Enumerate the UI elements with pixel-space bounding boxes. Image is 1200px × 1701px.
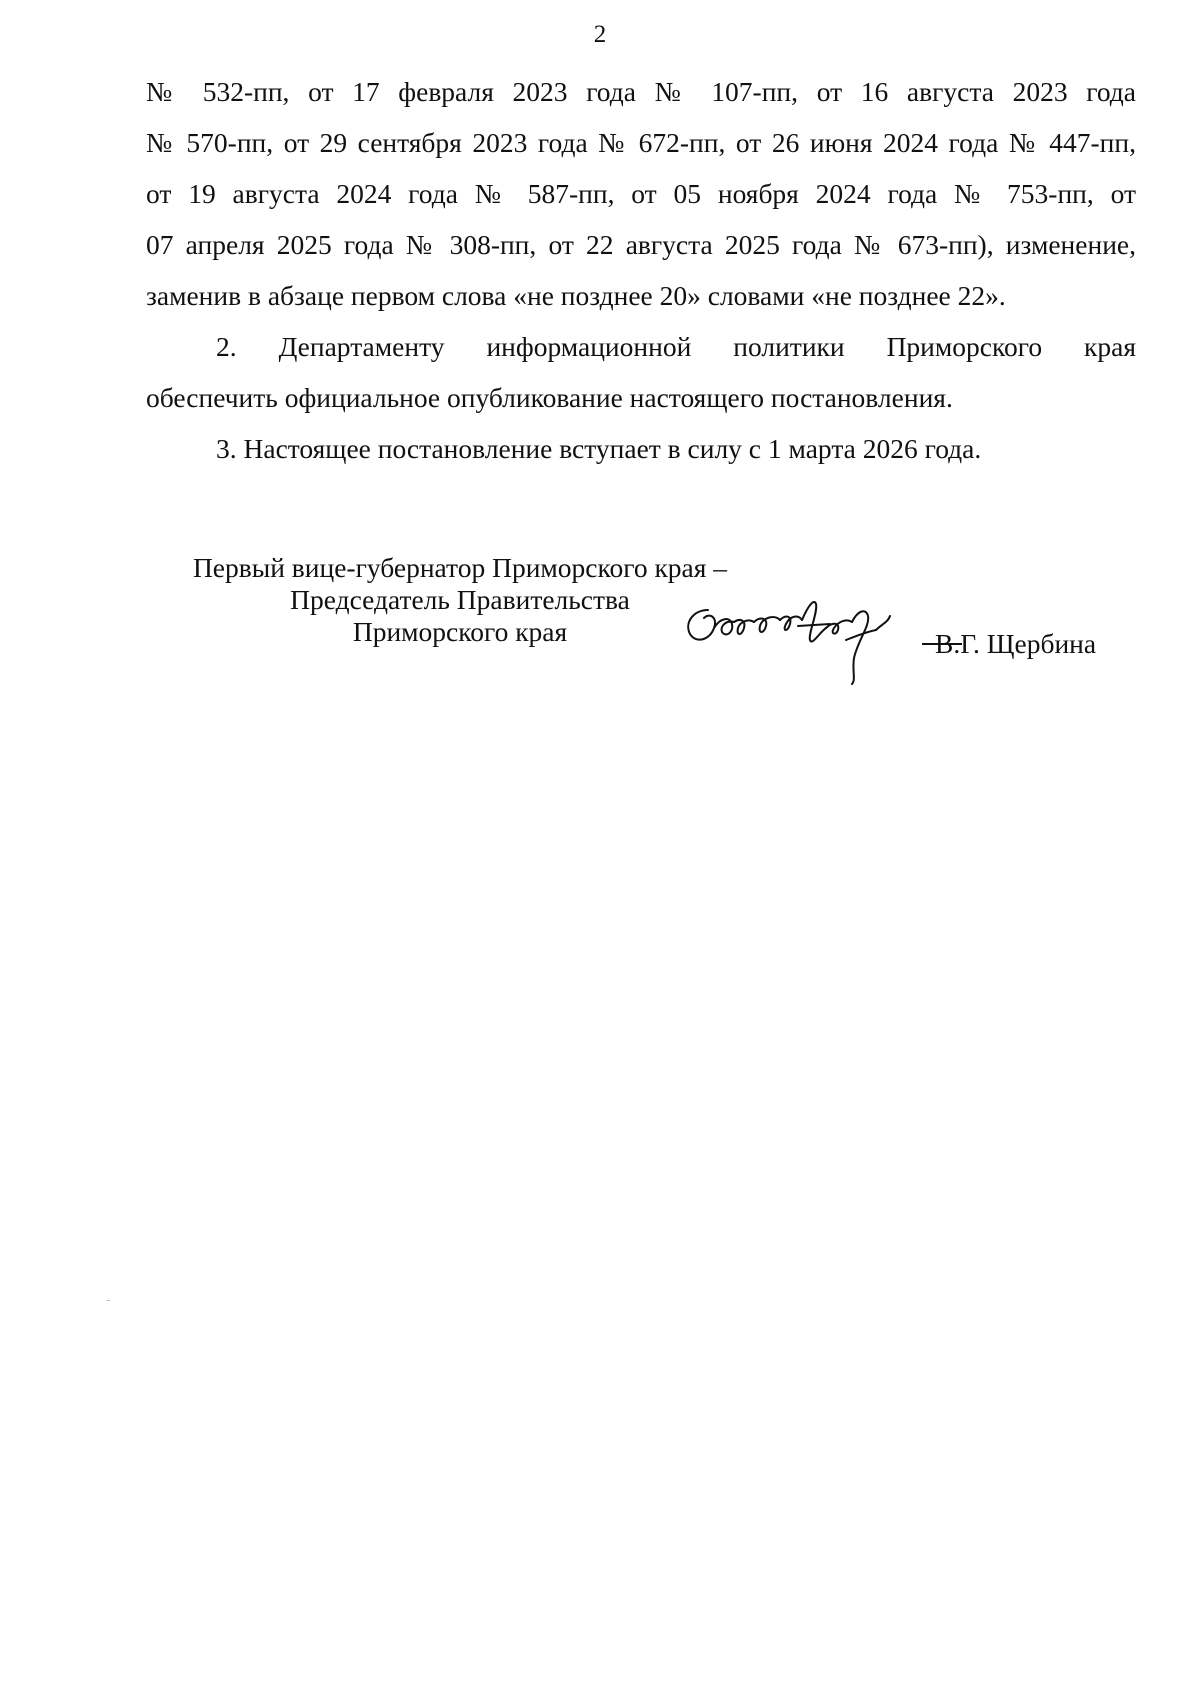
paragraph-line: 07 апреля 2025 года № 308-пп, от 22 августа 2025 года № 673-пп), изменение, xyxy=(146,229,1136,260)
paragraph-line: № 532-пп, от 17 февраля 2023 года № 107-пп, от 16 августа 2023 года xyxy=(146,76,1136,107)
paragraph-line: 3. Настоящее постановление вступает в силу с 1 марта 2026 года. xyxy=(216,433,982,464)
paragraph-publication-order xyxy=(146,321,1136,423)
handwritten-signature xyxy=(680,588,940,698)
signatory-name: В.Г. Щербина xyxy=(935,628,1097,659)
signatory-title-line: Приморского края xyxy=(352,616,568,647)
paragraph-line: 2. Департаменту информационной политики Приморского края xyxy=(216,331,1136,362)
scan-artifact xyxy=(107,1300,110,1301)
document-body xyxy=(146,66,1136,474)
page-number: 2 xyxy=(593,21,607,48)
paragraph-line: № 570-пп, от 29 сентября 2023 года № 672-пп, от 26 июня 2024 года № 447-пп, xyxy=(146,127,1136,158)
paragraph-effective-date xyxy=(146,423,1136,474)
signatory-title-line: Председатель Правительства xyxy=(290,584,630,615)
signatory-title-line: Первый вице-губернатор Приморского края – xyxy=(192,552,728,583)
paragraph-line: обеспечить официальное опубликование настоящего постановления. xyxy=(146,382,953,413)
paragraph-line: заменив в абзаце первом слова «не позднее 20» словами «не позднее 22». xyxy=(146,280,1006,311)
paragraph-amendment-list xyxy=(146,66,1136,321)
signatory-title xyxy=(150,552,770,648)
paragraph-line: от 19 августа 2024 года № 587-пп, от 05 ноября 2024 года № 753-пп, от xyxy=(146,178,1136,209)
